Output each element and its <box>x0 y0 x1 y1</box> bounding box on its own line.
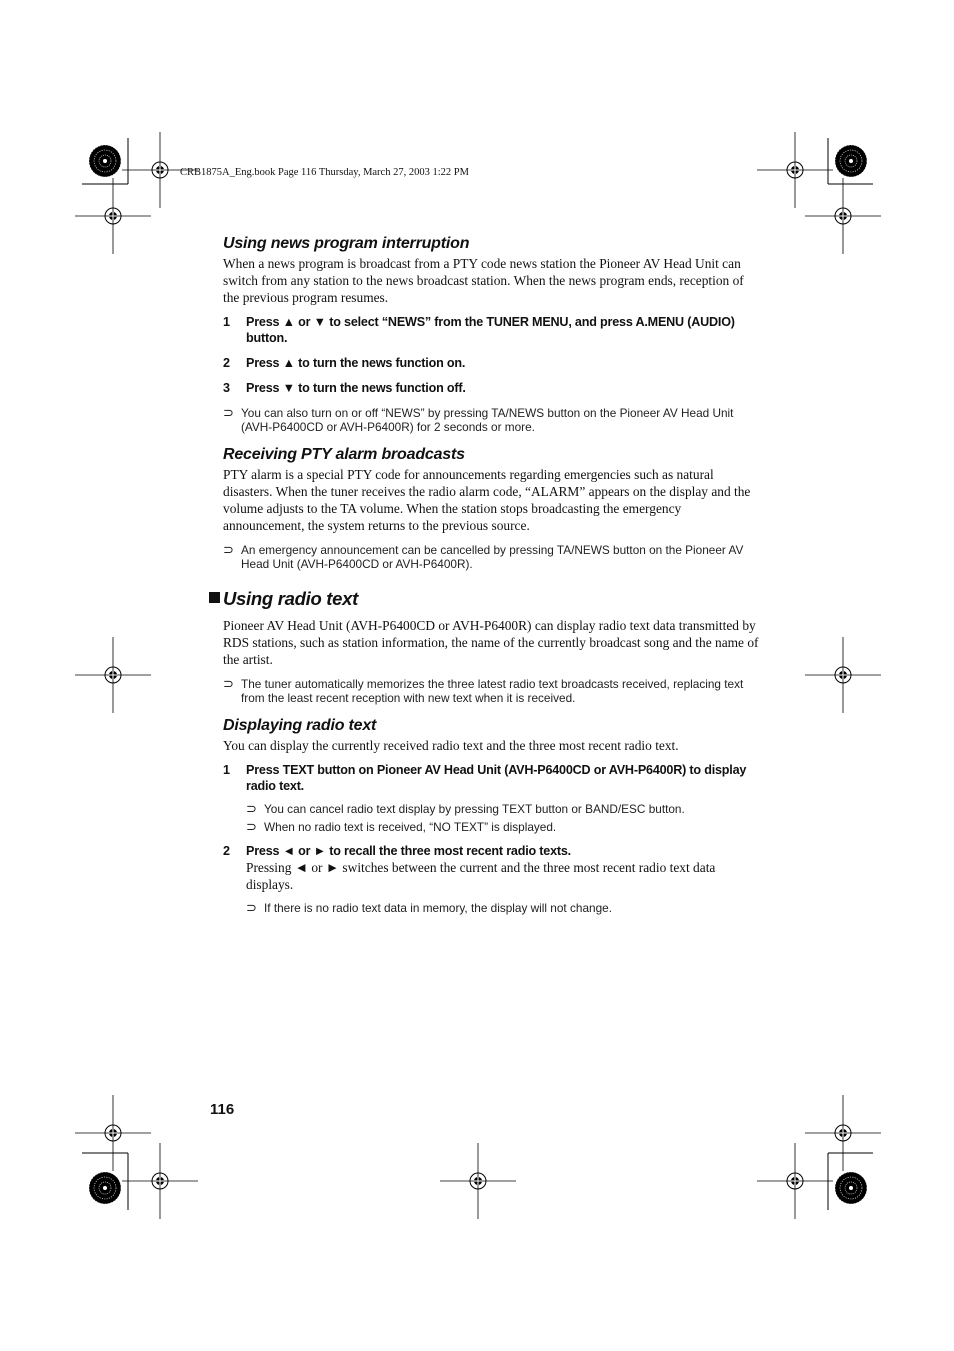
page-number: 116 <box>210 1101 235 1118</box>
step-number: 1 <box>223 763 230 777</box>
pty-note <box>223 543 759 571</box>
news-heading: Using news program interruption <box>223 235 470 252</box>
note-text: The tuner automatically memorizes the three latest radio text broadcasts received, replacing text from the least recent reception with new text when it is received. <box>241 677 744 705</box>
radio-note <box>223 677 759 705</box>
pty-body: PTY alarm is a special PTY code for announcements regarding emergencies such as natural disasters. When the tuner receives the radio alarm code, “ALARM” appears on the display and the volume adjusts to the TA volume. When the station stops broadcasting the emergency announcement, the system returns to the previous source. <box>223 467 751 533</box>
step-text: Press ▼ to turn the news function off. <box>246 381 466 395</box>
step-number: 1 <box>223 315 230 329</box>
step-text: Press TEXT button on Pioneer AV Head Unit (AVH-P6400CD or AVH-P6400R) to display radio text. <box>246 763 747 793</box>
display-heading: Displaying radio text <box>223 717 377 734</box>
display-step1-note-1 <box>246 802 759 816</box>
step-number: 2 <box>223 844 230 858</box>
display-step-2 <box>223 843 759 893</box>
note-arrow-icon: ⊃ <box>246 819 257 834</box>
news-body: When a news program is broadcast from a PTY code news station the Pioneer AV Head Unit can switch from any station to the news broadcast station. When the news program ends, reception of the previous program resumes. <box>223 256 744 305</box>
step-number: 2 <box>223 356 230 370</box>
note-arrow-icon: ⊃ <box>246 801 257 816</box>
radio-text-heading <box>223 587 759 611</box>
pty-heading: Receiving PTY alarm broadcasts <box>223 446 465 463</box>
section-square-icon <box>209 592 220 603</box>
radio-text-heading-label: Using radio text <box>223 588 358 609</box>
news-note <box>223 406 759 434</box>
main-content <box>223 233 759 915</box>
display-step1-note-2 <box>246 820 759 834</box>
note-arrow-icon: ⊃ <box>223 542 234 557</box>
radio-body: Pioneer AV Head Unit (AVH-P6400CD or AVH-P6400R) can display radio text data transmitted by RDS stations, such as station information, the name of the currently broadcast song and the name of the artist. <box>223 618 759 667</box>
step-text: Press ▲ to turn the news function on. <box>246 356 466 370</box>
note-text: An emergency announcement can be cancelled by pressing TA/NEWS button on the Pioneer AV Head Unit (AVH-P6400CD or AVH-P6400R). <box>241 543 744 571</box>
step-subtext: Pressing ◄ or ► switches between the current and the three most recent radio text data displays. <box>246 860 716 892</box>
note-text: When no radio text is received, “NO TEXT” is displayed. <box>264 820 557 834</box>
news-step-1 <box>223 314 759 346</box>
note-arrow-icon: ⊃ <box>246 900 257 915</box>
step-text: Press ◄ or ► to recall the three most recent radio texts. <box>246 844 571 858</box>
step-body <box>246 843 759 893</box>
file-info-header: CRB1875A_Eng.book Page 116 Thursday, March 27, 2003 1:22 PM <box>180 167 469 178</box>
note-text: You can cancel radio text display by pressing TEXT button or BAND/ESC button. <box>264 802 685 816</box>
note-arrow-icon: ⊃ <box>223 405 234 420</box>
note-text: You can also turn on or off “NEWS” by pressing TA/NEWS button on the Pioneer AV Head Unit (AVH-P6400CD or AVH-P6400R) for 2 seconds or more. <box>241 406 734 434</box>
note-arrow-icon: ⊃ <box>223 676 234 691</box>
note-text: If there is no radio text data in memory, the display will not change. <box>264 901 612 915</box>
step-number: 3 <box>223 381 230 395</box>
display-step2-note <box>246 901 759 915</box>
news-step-2 <box>223 355 759 371</box>
display-step-1 <box>223 762 759 794</box>
display-body: You can display the currently received radio text and the three most recent radio text. <box>223 738 679 753</box>
step-text: Press ▲ or ▼ to select “NEWS” from the TUNER MENU, and press A.MENU (AUDIO) button. <box>246 315 735 345</box>
news-step-3 <box>223 380 759 396</box>
